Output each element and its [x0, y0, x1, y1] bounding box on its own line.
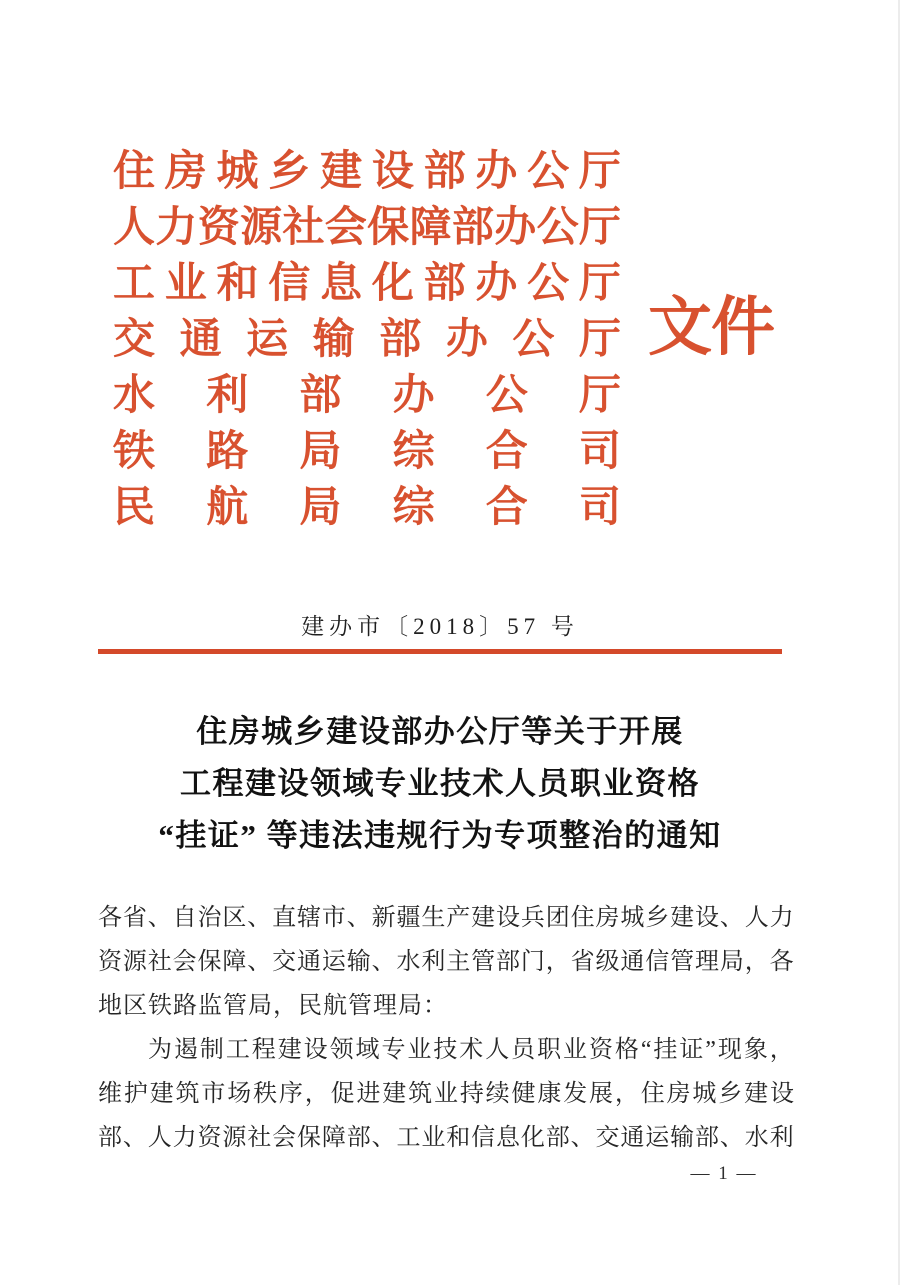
- body-line: 为 遏 制 工 程 建 设 领 域 专 业 技 术 人 员 职 业 资 格 “ 挂 证 ” 现 象 ，: [148, 1037, 794, 1063]
- agency-name-line: 工 业 和 信 息 化 部 办 公 厅: [113, 261, 621, 307]
- body-line: 部 、 人 力 资 源 社 会 保 障 部 、 工 业 和 信 息 化 部 、 交 通 运 输 部 、 水 利: [98, 1125, 794, 1151]
- body-text: [98, 896, 794, 1160]
- letterhead-agency-list: [113, 140, 621, 532]
- title-line: 工程建设领域专业技术人员职业资格: [180, 766, 700, 801]
- document-title: [90, 706, 790, 862]
- body-line: 各 省 、 自 治 区 、 直 辖 市 、 新 疆 生 产 建 设 兵 团 住 房 城 乡 建 设 、 人 力: [98, 905, 794, 931]
- agency-name-line: 住 房 城 乡 建 设 部 办 公 厅: [113, 149, 621, 195]
- body-line: 地区铁路监管局，民航管理局：: [98, 993, 448, 1019]
- doc-number: 建办市〔2018〕57 号: [301, 614, 579, 639]
- title-line: “挂证” 等违法违规行为专项整治的通知: [158, 818, 722, 853]
- agency-name-line: 人 力 资 源 社 会 保 障 部 办 公 厅: [113, 205, 621, 251]
- red-divider-line: [98, 649, 782, 654]
- body-line: 维 护 建 筑 市 场 秩 序 ， 促 进 建 筑 业 持 续 健 康 发 展 ， 住 房 城 乡 建 设: [98, 1081, 794, 1107]
- page-number: — 1 —: [690, 1163, 758, 1184]
- document-type-marker: 文件: [648, 292, 774, 363]
- body-line: 资 源 社 会 保 障 、 交 通 运 输 、 水 利 主 管 部 门 ， 省 级 通 信 管 理 局 ， 各: [98, 949, 794, 975]
- agency-name-line: 民 航 局 综 合 司: [113, 485, 621, 531]
- title-line: 住房城乡建设部办公厅等关于开展: [196, 714, 684, 749]
- agency-name-line: 水 利 部 办 公 厅: [113, 373, 621, 419]
- agency-name-line: 交 通 运 输 部 办 公 厅: [113, 317, 621, 363]
- agency-name-line: 铁 路 局 综 合 司: [113, 429, 621, 475]
